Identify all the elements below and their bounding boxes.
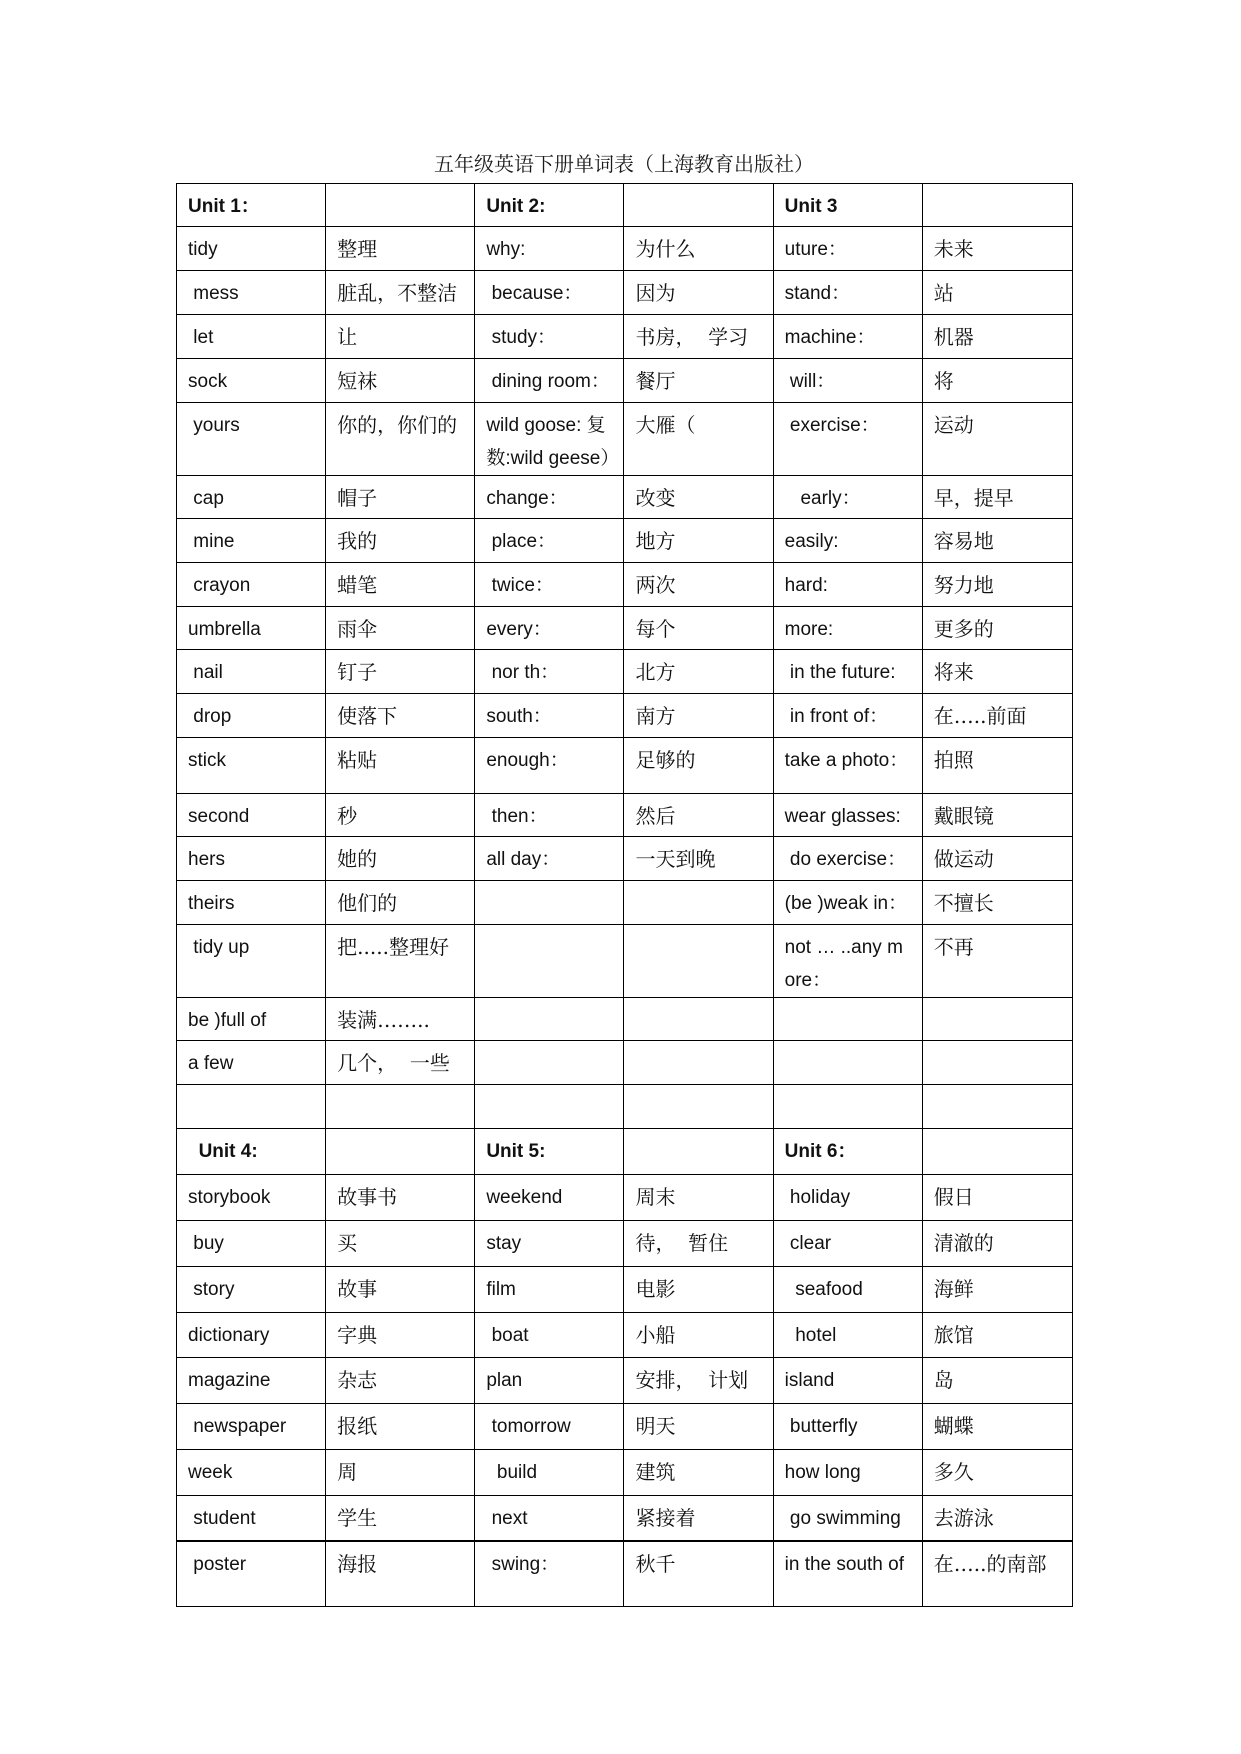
- english-word-cell: take a photo：: [773, 738, 922, 794]
- english-word-cell: will：: [773, 359, 922, 403]
- chinese-meaning-cell: 海鲜: [922, 1267, 1072, 1313]
- english-word-cell: wear glasses:: [773, 794, 922, 837]
- chinese-meaning-cell: 站: [922, 271, 1072, 315]
- english-word-cell: mine: [177, 519, 326, 563]
- chinese-meaning-cell: 她的: [326, 837, 475, 881]
- chinese-meaning-cell: 让: [326, 315, 475, 359]
- chinese-meaning-cell: 学生: [326, 1496, 475, 1541]
- english-word-cell: plan: [475, 1358, 624, 1404]
- chinese-meaning-cell: 运动: [922, 403, 1072, 476]
- english-word-cell: stick: [177, 738, 326, 794]
- table-row: [177, 315, 1073, 359]
- chinese-meaning-cell: [624, 1085, 773, 1129]
- chinese-meaning-cell: 帽子: [326, 476, 475, 519]
- chinese-meaning-cell: 旅馆: [922, 1313, 1072, 1358]
- header-cell: [922, 1129, 1072, 1175]
- chinese-meaning-cell: 电影: [624, 1267, 773, 1313]
- english-word-cell: easily:: [773, 519, 922, 563]
- chinese-meaning-cell: 报纸: [326, 1404, 475, 1450]
- chinese-meaning-cell: 待， 暂住: [624, 1221, 773, 1267]
- english-word-cell: every：: [475, 607, 624, 650]
- chinese-meaning-cell: 短袜: [326, 359, 475, 403]
- chinese-meaning-cell: 字典: [326, 1313, 475, 1358]
- chinese-meaning-cell: 改变: [624, 476, 773, 519]
- chinese-meaning-cell: 故事: [326, 1267, 475, 1313]
- english-word-cell: holiday: [773, 1175, 922, 1221]
- english-word-cell: why:: [475, 227, 624, 271]
- english-word-cell: not … ..any more：: [773, 925, 922, 998]
- english-word-cell: uture：: [773, 227, 922, 271]
- english-word-cell: drop: [177, 694, 326, 738]
- english-word-cell: hers: [177, 837, 326, 881]
- chinese-meaning-cell: 使落下: [326, 694, 475, 738]
- english-word-cell: umbrella: [177, 607, 326, 650]
- chinese-meaning-cell: 周末: [624, 1175, 773, 1221]
- english-word-cell: because：: [475, 271, 624, 315]
- english-word-cell: hotel: [773, 1313, 922, 1358]
- chinese-meaning-cell: [624, 925, 773, 998]
- chinese-meaning-cell: 将: [922, 359, 1072, 403]
- header-cell: [922, 184, 1072, 227]
- chinese-meaning-cell: 因为: [624, 271, 773, 315]
- chinese-meaning-cell: 努力地: [922, 563, 1072, 607]
- chinese-meaning-cell: 假日: [922, 1175, 1072, 1221]
- chinese-meaning-cell: 安排， 计划: [624, 1358, 773, 1404]
- table-row: [177, 1221, 1073, 1267]
- english-word-cell: enough：: [475, 738, 624, 794]
- table-row: [177, 694, 1073, 738]
- chinese-meaning-cell: 大雁（: [624, 403, 773, 476]
- chinese-meaning-cell: 足够的: [624, 738, 773, 794]
- chinese-meaning-cell: 去游泳: [922, 1496, 1072, 1541]
- chinese-meaning-cell: 小船: [624, 1313, 773, 1358]
- chinese-meaning-cell: 书房， 学习: [624, 315, 773, 359]
- english-word-cell: swing：: [475, 1541, 624, 1607]
- table-row: [177, 519, 1073, 563]
- english-word-cell: tidy: [177, 227, 326, 271]
- chinese-meaning-cell: 不再: [922, 925, 1072, 998]
- english-word-cell: dictionary: [177, 1313, 326, 1358]
- english-word-cell: buy: [177, 1221, 326, 1267]
- table-row: [177, 837, 1073, 881]
- english-word-cell: second: [177, 794, 326, 837]
- unit-label: Unit 1：: [177, 184, 326, 227]
- chinese-meaning-cell: 在…..前面: [922, 694, 1072, 738]
- english-word-cell: newspaper: [177, 1404, 326, 1450]
- english-word-cell: sock: [177, 359, 326, 403]
- english-word-cell: crayon: [177, 563, 326, 607]
- english-word-cell: [475, 925, 624, 998]
- english-word-cell: butterfly: [773, 1404, 922, 1450]
- english-word-cell: south：: [475, 694, 624, 738]
- chinese-meaning-cell: 他们的: [326, 881, 475, 925]
- english-word-cell: early：: [773, 476, 922, 519]
- header-cell: [624, 184, 773, 227]
- english-word-cell: mess: [177, 271, 326, 315]
- english-word-cell: twice：: [475, 563, 624, 607]
- chinese-meaning-cell: [624, 998, 773, 1041]
- chinese-meaning-cell: 钉子: [326, 650, 475, 694]
- chinese-meaning-cell: 买: [326, 1221, 475, 1267]
- english-word-cell: [773, 1085, 922, 1129]
- english-word-cell: [475, 1041, 624, 1085]
- chinese-meaning-cell: 清澈的: [922, 1221, 1072, 1267]
- chinese-meaning-cell: 地方: [624, 519, 773, 563]
- chinese-meaning-cell: [922, 998, 1072, 1041]
- english-word-cell: tidy up: [177, 925, 326, 998]
- english-word-cell: nor th：: [475, 650, 624, 694]
- chinese-meaning-cell: 一天到晚: [624, 837, 773, 881]
- english-word-cell: [773, 998, 922, 1041]
- chinese-meaning-cell: 海报: [326, 1541, 475, 1607]
- english-word-cell: do exercise：: [773, 837, 922, 881]
- english-word-cell: [475, 998, 624, 1041]
- chinese-meaning-cell: [922, 1041, 1072, 1085]
- english-word-cell: build: [475, 1450, 624, 1496]
- english-word-cell: theirs: [177, 881, 326, 925]
- header-cell: [624, 1129, 773, 1175]
- english-word-cell: more:: [773, 607, 922, 650]
- english-word-cell: storybook: [177, 1175, 326, 1221]
- chinese-meaning-cell: 把.....整理好: [326, 925, 475, 998]
- english-word-cell: machine：: [773, 315, 922, 359]
- table-row: [177, 563, 1073, 607]
- table-row: [177, 881, 1073, 925]
- english-word-cell: in front of：: [773, 694, 922, 738]
- english-word-cell: student: [177, 1496, 326, 1541]
- chinese-meaning-cell: 明天: [624, 1404, 773, 1450]
- chinese-meaning-cell: 雨伞: [326, 607, 475, 650]
- chinese-meaning-cell: 不擅长: [922, 881, 1072, 925]
- chinese-meaning-cell: 做运动: [922, 837, 1072, 881]
- chinese-meaning-cell: 脏乱，不整洁: [326, 271, 475, 315]
- chinese-meaning-cell: 装满……..: [326, 998, 475, 1041]
- chinese-meaning-cell: 北方: [624, 650, 773, 694]
- table-row: [177, 403, 1073, 476]
- page-title: 五年级英语下册单词表（上海教育出版社）: [434, 152, 814, 176]
- chinese-meaning-cell: 杂志: [326, 1358, 475, 1404]
- chinese-meaning-cell: 蝴蝶: [922, 1404, 1072, 1450]
- table-row: [177, 227, 1073, 271]
- english-word-cell: exercise：: [773, 403, 922, 476]
- table-row: [177, 1175, 1073, 1221]
- chinese-meaning-cell: 周: [326, 1450, 475, 1496]
- chinese-meaning-cell: 每个: [624, 607, 773, 650]
- english-word-cell: seafood: [773, 1267, 922, 1313]
- chinese-meaning-cell: 机器: [922, 315, 1072, 359]
- chinese-meaning-cell: [624, 1041, 773, 1085]
- table-row: [177, 1404, 1073, 1450]
- english-word-cell: change：: [475, 476, 624, 519]
- table-row: [177, 1085, 1073, 1129]
- english-word-cell: weekend: [475, 1175, 624, 1221]
- header-cell: [326, 184, 475, 227]
- english-word-cell: dining room：: [475, 359, 624, 403]
- english-word-cell: let: [177, 315, 326, 359]
- chinese-meaning-cell: 秒: [326, 794, 475, 837]
- chinese-meaning-cell: 我的: [326, 519, 475, 563]
- chinese-meaning-cell: 拍照: [922, 738, 1072, 794]
- table-row: [177, 1313, 1073, 1358]
- english-word-cell: story: [177, 1267, 326, 1313]
- chinese-meaning-cell: 戴眼镜: [922, 794, 1072, 837]
- english-word-cell: boat: [475, 1313, 624, 1358]
- unit-label: Unit 5:: [475, 1129, 624, 1175]
- chinese-meaning-cell: 整理: [326, 227, 475, 271]
- header-cell: [326, 1129, 475, 1175]
- unit-label: Unit 6：: [773, 1129, 922, 1175]
- english-word-cell: magazine: [177, 1358, 326, 1404]
- english-word-cell: go swimming: [773, 1496, 922, 1541]
- table-row: [177, 476, 1073, 519]
- table-row: [177, 1358, 1073, 1404]
- chinese-meaning-cell: 早，提早: [922, 476, 1072, 519]
- unit-label: Unit 3: [773, 184, 922, 227]
- english-word-cell: stand：: [773, 271, 922, 315]
- chinese-meaning-cell: 南方: [624, 694, 773, 738]
- english-word-cell: wild goose: 复数:wild geese）: [475, 403, 624, 476]
- table-row: [177, 1496, 1073, 1541]
- english-word-cell: [475, 1085, 624, 1129]
- english-word-cell: clear: [773, 1221, 922, 1267]
- chinese-meaning-cell: 餐厅: [624, 359, 773, 403]
- english-word-cell: island: [773, 1358, 922, 1404]
- chinese-meaning-cell: 建筑: [624, 1450, 773, 1496]
- chinese-meaning-cell: 岛: [922, 1358, 1072, 1404]
- chinese-meaning-cell: 容易地: [922, 519, 1072, 563]
- english-word-cell: hard:: [773, 563, 922, 607]
- table-row: [177, 925, 1073, 998]
- english-word-cell: then：: [475, 794, 624, 837]
- english-word-cell: week: [177, 1450, 326, 1496]
- table-row: [177, 1450, 1073, 1496]
- chinese-meaning-cell: [326, 1085, 475, 1129]
- table-row: [177, 607, 1073, 650]
- english-word-cell: how long: [773, 1450, 922, 1496]
- english-word-cell: in the south of: [773, 1541, 922, 1607]
- chinese-meaning-cell: 将来: [922, 650, 1072, 694]
- english-word-cell: yours: [177, 403, 326, 476]
- unit-header-row: [177, 1129, 1073, 1175]
- english-word-cell: [177, 1085, 326, 1129]
- english-word-cell: place：: [475, 519, 624, 563]
- english-word-cell: nail: [177, 650, 326, 694]
- chinese-meaning-cell: [624, 881, 773, 925]
- english-word-cell: cap: [177, 476, 326, 519]
- chinese-meaning-cell: 两次: [624, 563, 773, 607]
- english-word-cell: a few: [177, 1041, 326, 1085]
- vocabulary-table: [176, 183, 1073, 1607]
- chinese-meaning-cell: 多久: [922, 1450, 1072, 1496]
- table-row: [177, 1267, 1073, 1313]
- english-word-cell: in the future:: [773, 650, 922, 694]
- table-row: [177, 271, 1073, 315]
- table-row: [177, 1541, 1073, 1607]
- table-row: [177, 1041, 1073, 1085]
- unit-header-row: [177, 184, 1073, 227]
- chinese-meaning-cell: 粘贴: [326, 738, 475, 794]
- chinese-meaning-cell: 为什么: [624, 227, 773, 271]
- english-word-cell: be )full of: [177, 998, 326, 1041]
- english-word-cell: all day：: [475, 837, 624, 881]
- chinese-meaning-cell: 秋千: [624, 1541, 773, 1607]
- english-word-cell: poster: [177, 1541, 326, 1607]
- chinese-meaning-cell: 蜡笔: [326, 563, 475, 607]
- table-row: [177, 650, 1073, 694]
- english-word-cell: (be )weak in：: [773, 881, 922, 925]
- chinese-meaning-cell: 在…..的南部: [922, 1541, 1072, 1607]
- english-word-cell: [475, 881, 624, 925]
- table-row: [177, 998, 1073, 1041]
- english-word-cell: tomorrow: [475, 1404, 624, 1450]
- english-word-cell: stay: [475, 1221, 624, 1267]
- table-row: [177, 738, 1073, 794]
- english-word-cell: [773, 1041, 922, 1085]
- chinese-meaning-cell: 未来: [922, 227, 1072, 271]
- unit-label: Unit 4:: [177, 1129, 326, 1175]
- unit-label: Unit 2:: [475, 184, 624, 227]
- chinese-meaning-cell: 几个， 一些: [326, 1041, 475, 1085]
- chinese-meaning-cell: 更多的: [922, 607, 1072, 650]
- english-word-cell: next: [475, 1496, 624, 1541]
- english-word-cell: film: [475, 1267, 624, 1313]
- table-row: [177, 359, 1073, 403]
- chinese-meaning-cell: 你的，你们的: [326, 403, 475, 476]
- english-word-cell: study：: [475, 315, 624, 359]
- chinese-meaning-cell: 故事书: [326, 1175, 475, 1221]
- table-row: [177, 794, 1073, 837]
- chinese-meaning-cell: 紧接着: [624, 1496, 773, 1541]
- chinese-meaning-cell: 然后: [624, 794, 773, 837]
- chinese-meaning-cell: [922, 1085, 1072, 1129]
